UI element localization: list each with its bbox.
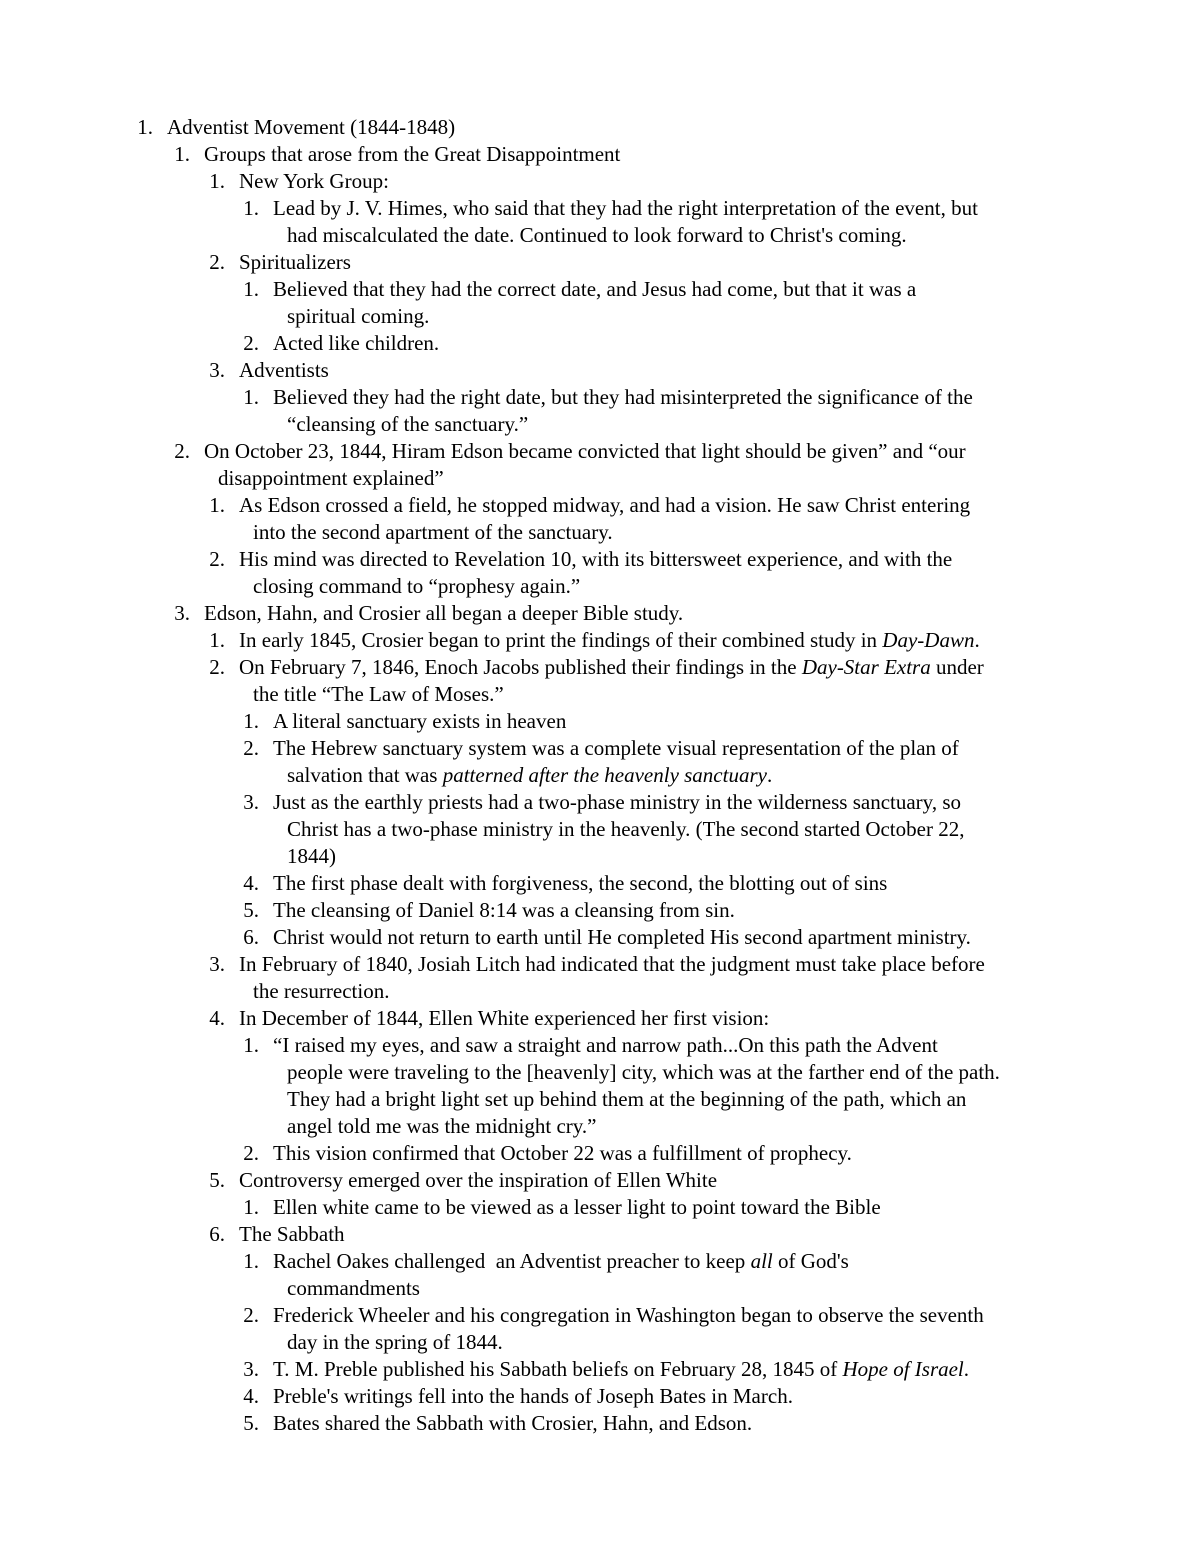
outline-text	[287, 816, 964, 843]
outline-line	[0, 1356, 1200, 1383]
italic-title: all	[750, 1249, 773, 1273]
outline-number: 2.	[209, 655, 225, 679]
text-run: commandments	[287, 1276, 420, 1300]
outline-text	[239, 357, 329, 384]
text-run: Edson, Hahn, and Crosier all began a deeper Bible study.	[204, 601, 684, 625]
outline-text	[287, 1086, 966, 1113]
italic-title: Hope of Israel	[842, 1357, 964, 1381]
outline-line	[0, 411, 1200, 438]
text-run: Frederick Wheeler and his congregation in Washington began to observe the seventh	[273, 1303, 984, 1327]
outline-number: 3.	[243, 1357, 259, 1381]
outline-number: 1.	[209, 169, 225, 193]
outline-line	[0, 168, 1200, 195]
outline-text	[239, 546, 952, 573]
outline-line	[0, 303, 1200, 330]
outline-number: 1.	[209, 493, 225, 517]
outline-line	[0, 1329, 1200, 1356]
text-run: .	[766, 763, 773, 787]
document-outline	[0, 114, 1200, 1437]
outline-line	[0, 897, 1200, 924]
outline-number: 1.	[243, 1195, 259, 1219]
text-run: disappointment explained”	[218, 466, 444, 490]
text-run: Acted like children.	[273, 331, 440, 355]
outline-text	[239, 1221, 345, 1248]
outline-text	[273, 384, 973, 411]
outline-line	[0, 1140, 1200, 1167]
text-run: The first phase dealt with forgiveness, the second, the blotting out of sins	[273, 871, 888, 895]
outline-number: 5.	[243, 1411, 259, 1435]
outline-text	[273, 1032, 938, 1059]
outline-line	[0, 627, 1200, 654]
outline-line	[0, 384, 1200, 411]
outline-line	[0, 249, 1200, 276]
outline-text	[253, 519, 613, 546]
outline-text	[273, 1383, 793, 1410]
outline-line	[0, 438, 1200, 465]
outline-number: 3.	[209, 358, 225, 382]
outline-number: 2.	[243, 331, 259, 355]
outline-text	[273, 276, 916, 303]
outline-number: 1.	[174, 142, 190, 166]
outline-number: 5.	[209, 1168, 225, 1192]
outline-text	[239, 168, 389, 195]
outline-text	[253, 681, 504, 708]
outline-text	[273, 195, 978, 222]
outline-line	[0, 735, 1200, 762]
text-run: The cleansing of Daniel 8:14 was a cleansing from sin.	[273, 898, 735, 922]
text-run: Christ would not return to earth until He completed His second apartment ministry.	[273, 925, 971, 949]
outline-text	[239, 627, 980, 654]
text-run: .	[963, 1357, 970, 1381]
outline-text	[204, 141, 620, 168]
text-run: closing command to “prophesy again.”	[253, 574, 581, 598]
outline-text	[253, 573, 580, 600]
text-run: Spiritualizers	[239, 250, 351, 274]
outline-number: 1.	[243, 709, 259, 733]
text-run: Believed that they had the correct date, and Jesus had come, but that it was a	[273, 277, 917, 301]
outline-number: 4.	[243, 871, 259, 895]
text-run: the resurrection.	[253, 979, 390, 1003]
outline-text	[287, 843, 336, 870]
text-run: “I raised my eyes, and saw a straight and narrow path...On this path the Advent	[273, 1033, 938, 1057]
outline-line	[0, 1086, 1200, 1113]
text-run: New York Group:	[239, 169, 389, 193]
text-run: Just as the earthly priests had a two-phase ministry in the wilderness sanctuary, so	[273, 790, 961, 814]
text-run: They had a bright light set up behind them at the beginning of the path, which an	[287, 1087, 967, 1111]
outline-number: 2.	[243, 736, 259, 760]
outline-line	[0, 222, 1200, 249]
outline-number: 2.	[209, 547, 225, 571]
text-run: Lead by J. V. Himes, who said that they had the right interpretation of the event, but	[273, 196, 978, 220]
outline-number: 2.	[174, 439, 190, 463]
text-run: into the second apartment of the sanctuary.	[253, 520, 613, 544]
outline-line	[0, 1113, 1200, 1140]
outline-text	[287, 1059, 1000, 1086]
outline-text	[273, 330, 439, 357]
text-run: Preble's writings fell into the hands of Joseph Bates in March.	[273, 1384, 793, 1408]
outline-line	[0, 843, 1200, 870]
outline-number: 3.	[243, 790, 259, 814]
outline-number: 1.	[243, 1249, 259, 1273]
outline-text	[273, 1248, 849, 1275]
outline-text	[204, 600, 683, 627]
text-run: Bates shared the Sabbath with Crosier, Hahn, and Edson.	[273, 1411, 753, 1435]
outline-text	[273, 789, 961, 816]
outline-line	[0, 1194, 1200, 1221]
text-run: As Edson crossed a field, he stopped midway, and had a vision. He saw Christ entering	[239, 493, 971, 517]
text-run: the title “The Law of Moses.”	[253, 682, 504, 706]
outline-number: 4.	[243, 1384, 259, 1408]
text-run: In early 1845, Crosier began to print the findings of their combined study in	[239, 628, 883, 652]
outline-line	[0, 1410, 1200, 1437]
outline-line	[0, 1005, 1200, 1032]
outline-line	[0, 951, 1200, 978]
text-run: On October 23, 1844, Hiram Edson became convicted that light should be given” and “our	[204, 439, 966, 463]
outline-line	[0, 1275, 1200, 1302]
outline-number: 6.	[243, 925, 259, 949]
outline-text	[287, 303, 429, 330]
outline-line	[0, 276, 1200, 303]
text-run: The Sabbath	[239, 1222, 345, 1246]
outline-text	[273, 1356, 969, 1383]
text-run: A literal sanctuary exists in heaven	[273, 709, 567, 733]
text-run: The Hebrew sanctuary system was a complete visual representation of the plan of	[273, 736, 959, 760]
outline-line	[0, 195, 1200, 222]
text-run: angel told me was the midnight cry.”	[287, 1114, 597, 1138]
text-run: On February 7, 1846, Enoch Jacobs published their findings in the	[239, 655, 802, 679]
outline-text	[273, 1302, 984, 1329]
text-run: day in the spring of 1844.	[287, 1330, 503, 1354]
outline-text	[287, 1275, 420, 1302]
outline-line	[0, 762, 1200, 789]
outline-line	[0, 1167, 1200, 1194]
italic-title: Day-Star Extra	[801, 655, 931, 679]
text-run: In December of 1844, Ellen White experienced her first vision:	[239, 1006, 770, 1030]
text-run: This vision confirmed that October 22 was a fulfillment of prophecy.	[273, 1141, 852, 1165]
italic-title: Day-Dawn	[882, 628, 975, 652]
outline-text	[273, 1194, 881, 1221]
outline-number: 6.	[209, 1222, 225, 1246]
outline-number: 5.	[243, 898, 259, 922]
text-run: Adventist Movement (1844-1848)	[167, 115, 456, 139]
outline-text	[167, 114, 455, 141]
text-run: spiritual coming.	[287, 304, 430, 328]
outline-number: 3.	[174, 601, 190, 625]
outline-line	[0, 681, 1200, 708]
outline-line	[0, 1221, 1200, 1248]
text-run: salvation that was	[287, 763, 443, 787]
text-run: Ellen white came to be viewed as a lesser light to point toward the Bible	[273, 1195, 881, 1219]
outline-line	[0, 465, 1200, 492]
outline-text	[239, 492, 970, 519]
outline-number: 1.	[137, 115, 153, 139]
outline-text	[287, 1329, 503, 1356]
text-run: Controversy emerged over the inspiration of Ellen White	[239, 1168, 718, 1192]
outline-text	[273, 1140, 852, 1167]
outline-line	[0, 1383, 1200, 1410]
outline-text	[239, 1005, 769, 1032]
text-run: Believed they had the right date, but they had misinterpreted the significance of the	[273, 385, 973, 409]
outline-text	[273, 735, 959, 762]
text-run: .	[974, 628, 980, 652]
outline-text	[273, 870, 887, 897]
outline-number: 2.	[243, 1303, 259, 1327]
outline-line	[0, 573, 1200, 600]
outline-text	[287, 222, 907, 249]
outline-text	[218, 465, 444, 492]
outline-line	[0, 519, 1200, 546]
outline-text	[273, 708, 566, 735]
outline-line	[0, 708, 1200, 735]
outline-line	[0, 1248, 1200, 1275]
outline-number: 2.	[209, 250, 225, 274]
outline-text	[204, 438, 966, 465]
outline-text	[239, 654, 984, 681]
outline-line	[0, 546, 1200, 573]
outline-line	[0, 114, 1200, 141]
outline-line	[0, 1059, 1200, 1086]
text-run: Groups that arose from the Great Disappointment	[204, 142, 621, 166]
outline-text	[287, 762, 772, 789]
text-run: T. M. Preble published his Sabbath beliefs on February 28, 1845 of	[273, 1357, 843, 1381]
outline-line	[0, 789, 1200, 816]
text-run: of God's	[772, 1249, 849, 1273]
outline-line	[0, 357, 1200, 384]
outline-number: 1.	[243, 385, 259, 409]
outline-line	[0, 1032, 1200, 1059]
outline-text	[239, 1167, 717, 1194]
text-run: His mind was directed to Revelation 10, with its bittersweet experience, and with the	[239, 547, 953, 571]
text-run: 1844)	[287, 844, 336, 868]
outline-line	[0, 870, 1200, 897]
outline-text	[273, 1410, 752, 1437]
outline-line	[0, 1302, 1200, 1329]
italic-title: patterned after the heavenly sanctuary	[442, 763, 767, 787]
outline-line	[0, 654, 1200, 681]
outline-line	[0, 978, 1200, 1005]
text-run: had miscalculated the date. Continued to look forward to Christ's coming.	[287, 223, 907, 247]
outline-text	[287, 1113, 596, 1140]
text-run: “cleansing of the sanctuary.”	[287, 412, 529, 436]
outline-number: 1.	[243, 196, 259, 220]
outline-text	[239, 249, 351, 276]
outline-text	[273, 897, 735, 924]
text-run: Adventists	[239, 358, 329, 382]
text-run: people were traveling to the [heavenly] city, which was at the farther end of the path.	[287, 1060, 1000, 1084]
outline-number: 4.	[209, 1006, 225, 1030]
text-run: under	[930, 655, 984, 679]
outline-line	[0, 141, 1200, 168]
outline-number: 1.	[243, 277, 259, 301]
outline-text	[287, 411, 528, 438]
outline-text	[239, 951, 985, 978]
outline-number: 3.	[209, 952, 225, 976]
outline-number: 1.	[209, 628, 225, 652]
text-run: Rachel Oakes challenged an Adventist preacher to keep	[273, 1249, 751, 1273]
outline-line	[0, 924, 1200, 951]
outline-text	[253, 978, 389, 1005]
outline-line	[0, 816, 1200, 843]
outline-line	[0, 330, 1200, 357]
outline-line	[0, 492, 1200, 519]
outline-number: 1.	[243, 1033, 259, 1057]
text-run: Christ has a two-phase ministry in the heavenly. (The second started October 22,	[287, 817, 965, 841]
outline-line	[0, 600, 1200, 627]
outline-number: 2.	[243, 1141, 259, 1165]
text-run: In February of 1840, Josiah Litch had indicated that the judgment must take place before	[239, 952, 985, 976]
outline-text	[273, 924, 971, 951]
